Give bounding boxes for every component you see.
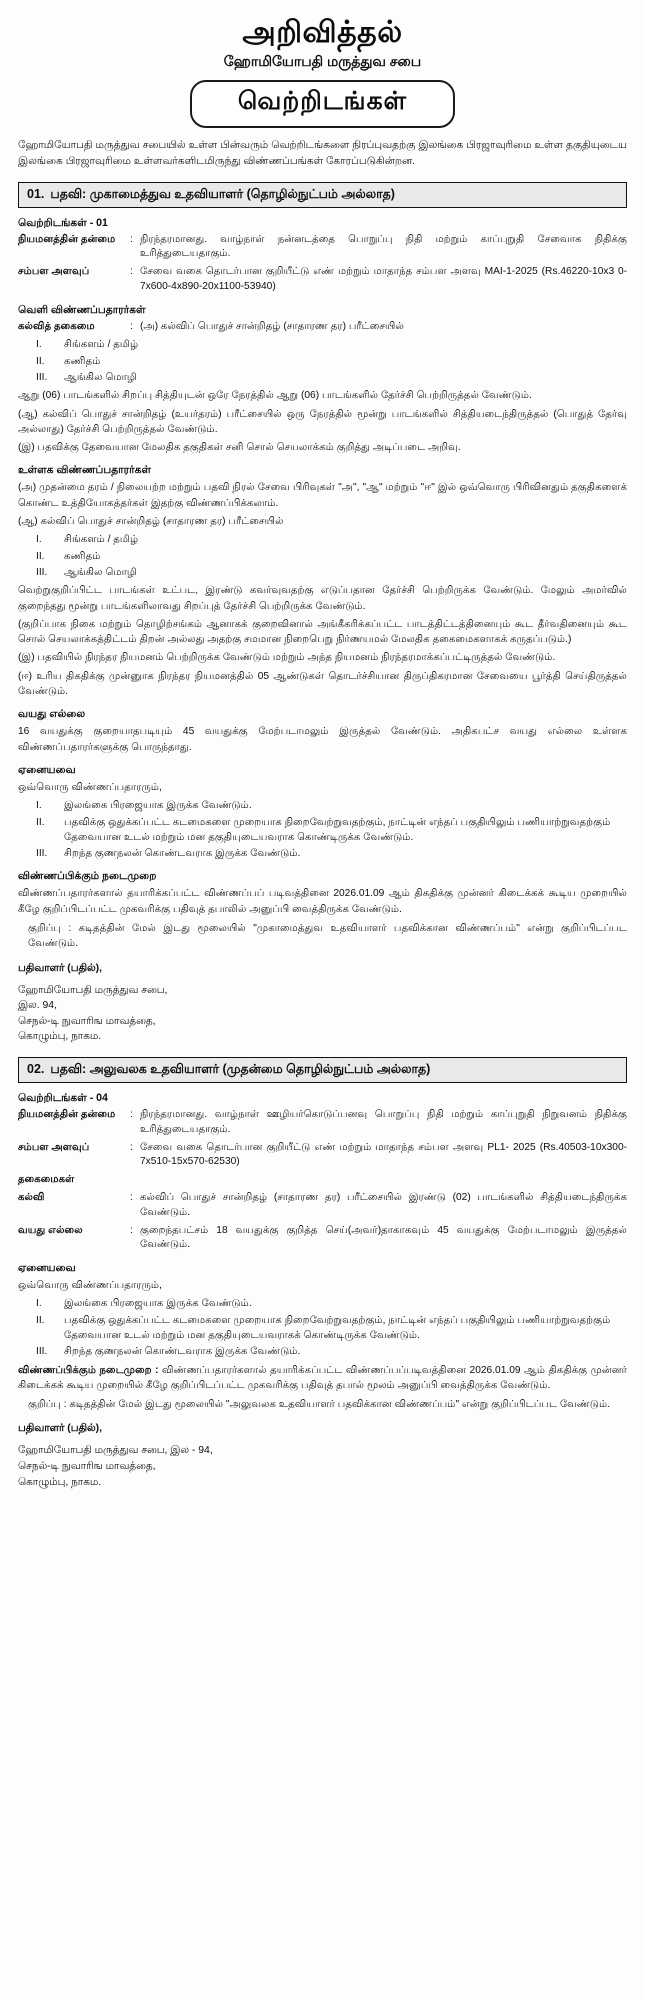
row-value [140, 1173, 627, 1188]
row-colon: : [130, 266, 133, 278]
address-line: ஹோமியோபதி மருத்துவ சபை, இல - 94, [18, 1445, 213, 1457]
list-text: பதவிக்கு ஒதுக்கப்பட்ட கடமைகளை முறையாக நிறைவேற்றுவதற்கும், நாட்டின் எந்தப் பகுதியிலும் பணியாற்றுவதற்கும் தேவையான உடல் மற்றும் மன தகுதியுடையவராக கொண்டிருக்க வேண்டும். [64, 816, 611, 843]
vacancies-banner: வெற்றிடங்கள் [190, 80, 455, 128]
row-colon: : [130, 1191, 133, 1203]
row-colon: : [130, 320, 133, 332]
application-procedure-text: விண்ணப்பதாரர்களால் தயாரிக்கப்பட்ட விண்ணப்பப் படிவத்தினை 2026.01.09 ஆம் திகதிக்கு முன்னர் கிடைக்கக் கூடிய முறையில் கீழே குறிப்பிடப்பட்ட முகவரிக்கு பதிவுத் தபாலில் அனுப்பி வைத்திருக்க வேண்டும். [18, 888, 627, 915]
detail-row [18, 1141, 627, 1171]
application-procedure-heading: விண்ணப்பிக்கும் நடைமுறை [18, 870, 157, 883]
application-note: குறிப்பு : கடிதத்தின் மேல் இடது மூலையில் "முகாமைத்துவ உதவியாளர் பதவிக்கான விண்ணப்பம்" என்று குறிப்பிடப்பட வேண்டும். [28, 923, 627, 950]
section-title-1: பதவி: முகாமைத்துவ உதவியாளர் (தொழில்நுட்பம் அல்லாத) [50, 186, 395, 201]
row-value: கல்விப் பொதுச் சான்றிதழ் (சாதாரண தர) பரீட்சையில் இரண்டு (02) பாடங்களில் சித்தியடைந்திருக்க வேண்டும். [140, 1191, 627, 1218]
list-marker: III. [36, 848, 48, 860]
list-marker: II. [36, 355, 45, 367]
row-colon: : [130, 1141, 133, 1153]
other-requirements-heading: ஏனையவை [18, 763, 76, 776]
row-label: கல்வி [18, 1191, 45, 1203]
list-item [36, 798, 627, 813]
list-item [36, 337, 627, 352]
list-marker: II. [36, 550, 45, 562]
signatory-title: பதிவாளர் (பதில்), [18, 962, 102, 974]
address-line: கொழும்பு, நாகம. [18, 1031, 102, 1043]
list-text: இலங்கை பிரஜையாக இருக்க வேண்டும். [64, 800, 252, 812]
other-requirements-list-2 [18, 1296, 627, 1359]
signatory-title-2: பதிவாளர் (பதில்), [18, 1423, 102, 1435]
vacancy-count-1: வெற்றிடங்கள் - 01 [18, 216, 108, 229]
section-title-2: பதவி: அலுவலக உதவியாளர் (முதன்மை தொழில்நுட்பம் அல்லாத) [50, 1062, 431, 1077]
application-procedure-text-2: விண்ணப்பதாரர்களால் தயாரிக்கப்பட்ட விண்ணப்பப்படிவத்தினை 2026.01.09 ஆம் திகதிக்கு முன்னர் கிடைக்கக் கூடிய முறையில் கீழே குறிப்பிடப்பட்ட முகவரிக்கு பதிவுத் தபால் மூலம் அனுப்பி வைத்திருக்க வேண்டும். [18, 1364, 627, 1391]
row-label: சம்பள அளவுப் [18, 266, 90, 278]
address-line: செநல்-டி நுவாரிங மாவத்தை, [18, 1461, 156, 1473]
section-header-1 [18, 182, 627, 208]
list-item [36, 815, 627, 846]
organization-name: ஹோமியோபதி மருத்துவ சபை [223, 53, 422, 69]
address-line: கொழும்பு, நாகம. [18, 1476, 102, 1488]
page-title: அறிவித்தல் [242, 16, 403, 49]
list-text: இலங்கை பிரஜையாக இருக்க வேண்டும். [64, 1298, 252, 1310]
list-text: ஆங்கில மொழி [64, 372, 137, 383]
list-text: சிங்களம் / தமிழ் [64, 339, 139, 351]
detail-row [18, 1191, 627, 1221]
other-requirements-intro-2: ஒவ்வொரு விண்ணப்பதாரரும், [18, 1280, 162, 1292]
list-text: ஆங்கில மொழி [64, 566, 137, 578]
list-item [36, 1313, 627, 1344]
list-item [36, 549, 627, 564]
list-item [36, 565, 627, 580]
internal-para: (ஈ) உரிய திகதிக்கு முன்னுாக நிரந்தர நியமனத்தில் 05 ஆண்டுகள் தொடர்ச்சியான திருப்திகரமான சேவையை பூர்த்தி செய்திருத்தல் வேண்டும். [18, 670, 627, 698]
detail-row [18, 320, 627, 335]
section-number-1: 01. [27, 186, 45, 201]
row-colon: : [130, 233, 133, 245]
list-item [36, 846, 627, 861]
internal-para: (இ) பதவியில் நிரந்தர நியமனம் பெற்றிருக்க வேண்டும் மற்றும் அந்த நியமனம் நிரந்தரமாக்கப்பட்டிருத்தல் வேண்டும். [18, 652, 556, 664]
row-label: தகைமைகள் [18, 1174, 75, 1186]
intro-paragraph: ஹோமியோபதி மருத்துவ சபையில் உள்ள பின்வரும் வெற்றிடங்களை நிரப்புவதற்கு இலங்கை பிரஜாவுரிமை உள்ள தகுதியுடைய இலங்கை பிரஜாவுரிமை உள்ளவர்களிடமிருந்து விண்ணப்பங்கள் கோரப்படுகின்றன. [18, 139, 627, 167]
list-text: கணிதம் [64, 550, 101, 562]
detail-row [18, 233, 627, 263]
list-item [36, 1344, 627, 1359]
list-item [36, 1296, 627, 1311]
section-number-2: 02. [27, 1062, 45, 1077]
address-line: இல. 94, [18, 1000, 57, 1012]
row-colon [130, 1173, 140, 1188]
internal-para: (அ) முதன்மை தரம் / நிலையற்ற மற்றும் பதவி நிரல் சேவை பிரிவுகள் "அ", "ஆ" மற்றும் "ஈ" இல் ஒவ்வொரு பிரிவினதும் தகுதிகளைக் கொண்ட உத்தியோகத்தர்கள் இதற்கு விண்ணப்பிக்கலாம். [18, 482, 627, 509]
list-item [36, 354, 627, 369]
address-line: ஹோமியோபதி மருத்துவ சபை, [18, 984, 168, 996]
list-marker: III. [36, 1346, 48, 1358]
list-marker: I. [36, 1298, 42, 1310]
row-label: வயது எல்லை [18, 1224, 83, 1236]
list-text: சிங்களம் / தமிழ் [64, 534, 139, 546]
detail-row [18, 1108, 627, 1138]
age-limit-text: 16 வயதுக்கு குறையாதபடியும் 45 வயதுக்கு மேற்படாமலும் இருத்தல் வேண்டும். அதிகபட்ச வயது எல்லை உள்ளக விண்ணப்பதாரர்களுக்கு பொருந்தாது. [18, 726, 627, 753]
external-para: ஆறு (06) பாடங்களில் சிறப்பு சித்தியுடன் ஒரே நேரத்தில் ஆறு (06) பாடங்களில் தேர்ச்சி பெற்றிருத்தல் வேண்டும். [18, 390, 532, 402]
section-header-2 [18, 1057, 627, 1083]
list-marker: II. [36, 1314, 45, 1326]
age-limit-heading: வயது எல்லை [18, 708, 86, 721]
banner-container [18, 80, 627, 128]
postal-address [18, 983, 627, 1045]
row-value: (அ) கல்விப் பொதுச் சான்றிதழ் (சாதாரண தர) பரீட்சையில் [140, 320, 404, 332]
list-marker: II. [36, 816, 45, 828]
row-value: குறைந்தபட்சம் 18 வயதுக்கு குறித்த செய்(அவர்)தாகாகவும் 45 வயதுக்கு மேற்படாமலும் இருத்தல் வேண்டும். [140, 1224, 627, 1251]
internal-para: வெற்றுகுறிப்பிட்ட பாடங்கள் உட்பட, இரண்டு கவர்வுவதற்கு எடுப்பதான தேர்ச்சி பெற்றிருக்க வேண்டும். மேலும் அமர்வில் குறைந்தது மூன்று பாடங்களிலாவது சிறப்புத் தேர்ச்சி பெற்றிருக்க வேண்டும். [18, 585, 627, 612]
row-colon: : [130, 1109, 133, 1121]
list-marker: I. [36, 800, 42, 812]
list-text: கணிதம் [64, 355, 101, 367]
list-marker: I. [36, 534, 42, 546]
list-marker: III. [36, 372, 48, 383]
vacancy-count-2: வெற்றிடங்கள் - 04 [18, 1092, 108, 1105]
row-label: கல்வித் தகைமை [18, 320, 95, 332]
internal-para: (ஆ) கல்விப் பொதுச் சான்றிதழ் (சாதாரண தர) பரீட்சையில் [18, 516, 284, 528]
row-value: நிரந்தரமானது. வாழ்நாள் நன்னடத்தை பொறுப்பு நிதி மற்றும் காப்புறுதி சேவைாக நிதிக்கு உரித்துடையதாகும். [140, 233, 627, 260]
internal-applicants-heading: உள்ளக விண்ணப்பதாரர்கள் [18, 464, 152, 477]
list-item [36, 532, 627, 547]
row-label: நியமனத்தின் தன்மை [18, 1109, 116, 1121]
row-value: சேவை வகை தொடர்பான குறியீட்டு எண் மற்றும் மாதாந்த சம்பள அளவு PL1- 2025 (Rs.40503-10x300-7x510-15x570-62530) [140, 1141, 627, 1168]
row-value: நிரந்தரமானது. வாழ்நாள் ஊழியர்கொடுப்பனவு பொறுப்பு நிதி மற்றும் காப்புறுதி நிறுவனம் நிதிக்கு உரித்துடையதாகும். [140, 1109, 627, 1135]
list-item [36, 370, 627, 385]
application-procedure-2 [18, 1363, 627, 1394]
row-label: சம்பள அளவுப் [18, 1141, 90, 1153]
internal-subject-list [18, 532, 627, 580]
other-requirements-list [18, 798, 627, 861]
external-applicants-heading: வெளி விண்ணப்பதாரர்கள் [18, 303, 146, 316]
internal-para: (குறிப்பாக நிகை மற்றும் தொழிற்சங்கம் ஆனாகக் குறைவினால் அங்கீகரிக்கப்பட்ட பாடத்திட்டத்தினையும் கூட தீர்வதினையும் கூட சொல் செயலாக்கத்திட்டம் திறன் அல்லது அதற்கு சமமான நிறைபெறு நிர்ணயமல் மேலதிக தகைமைகளாகக் கருதப்படும்.) [18, 618, 627, 646]
list-text: சிறந்த குணநலன் கொண்டவராக இருக்க வேண்டும். [64, 848, 301, 860]
external-para: (ஆ) கல்விப் பொதுச் சான்றிதழ் (உயர்தரம்) பரீட்சையில் ஒரு நேரத்தில் மூன்று பாடங்களில் சித்தியடைந்திருத்தல் (பொதுத் தேர்வு அல்லாது) தேர்ச்சி பெற்றிருத்தல் வேண்டும். [18, 408, 627, 435]
list-text: பதவிக்கு ஒதுக்கப்பட்ட கடமைகளை முறையாக நிறைவேற்றுவதற்கும், நாட்டின் எந்தப் பகுதியிலும் பணியாற்றுவதற்கும் தேவையான உடல் மற்றும் மன தகுதியுடையவராகக் கொண்டிருக்க வேண்டும். [64, 1314, 611, 1341]
detail-row [18, 1224, 627, 1254]
other-requirements-heading-2: ஏனையவை [18, 1262, 76, 1275]
list-marker: I. [36, 339, 42, 351]
detail-row [18, 265, 627, 295]
detail-row [18, 1173, 627, 1188]
external-subject-list [18, 337, 627, 385]
other-requirements-intro: ஒவ்வொரு விண்ணப்பதாரரும், [18, 781, 162, 793]
application-note-2: குறிப்பு : கடிதத்தின் மேல் இடது மூலையில் "அலுவலக உதவியாளர் பதவிக்கான விண்ணப்பம்" என்று குறிப்பிடப்பட வேண்டும். [28, 1399, 611, 1411]
application-procedure-heading-2: விண்ணப்பிக்கும் நடைமுறை : [18, 1364, 159, 1376]
external-para: (இ) பதவிக்கு தேவையான மேலதிக தகுதிகள் சனி சொல் செயலாக்கம் குறித்து அடிப்படை அறிவு. [18, 442, 461, 454]
list-text: சிறந்த குணநலன் கொண்டவராக இருக்க வேண்டும். [64, 1346, 301, 1358]
row-value: சேவை வகை தொடர்பான குறியீட்டு எண் மற்றும் மாதாந்த சம்பள அளவு MAI-1-2025 (Rs.46220-10x3 0-7x600-4x890-20x1100-53940) [140, 266, 627, 292]
row-colon: : [130, 1224, 133, 1236]
address-line: செநல்-டி நுவாரிங மாவத்தை, [18, 1015, 156, 1027]
list-marker: III. [36, 566, 48, 578]
row-label: நியமனத்தின் தன்மை [18, 233, 116, 245]
postal-address-2 [18, 1443, 627, 1490]
